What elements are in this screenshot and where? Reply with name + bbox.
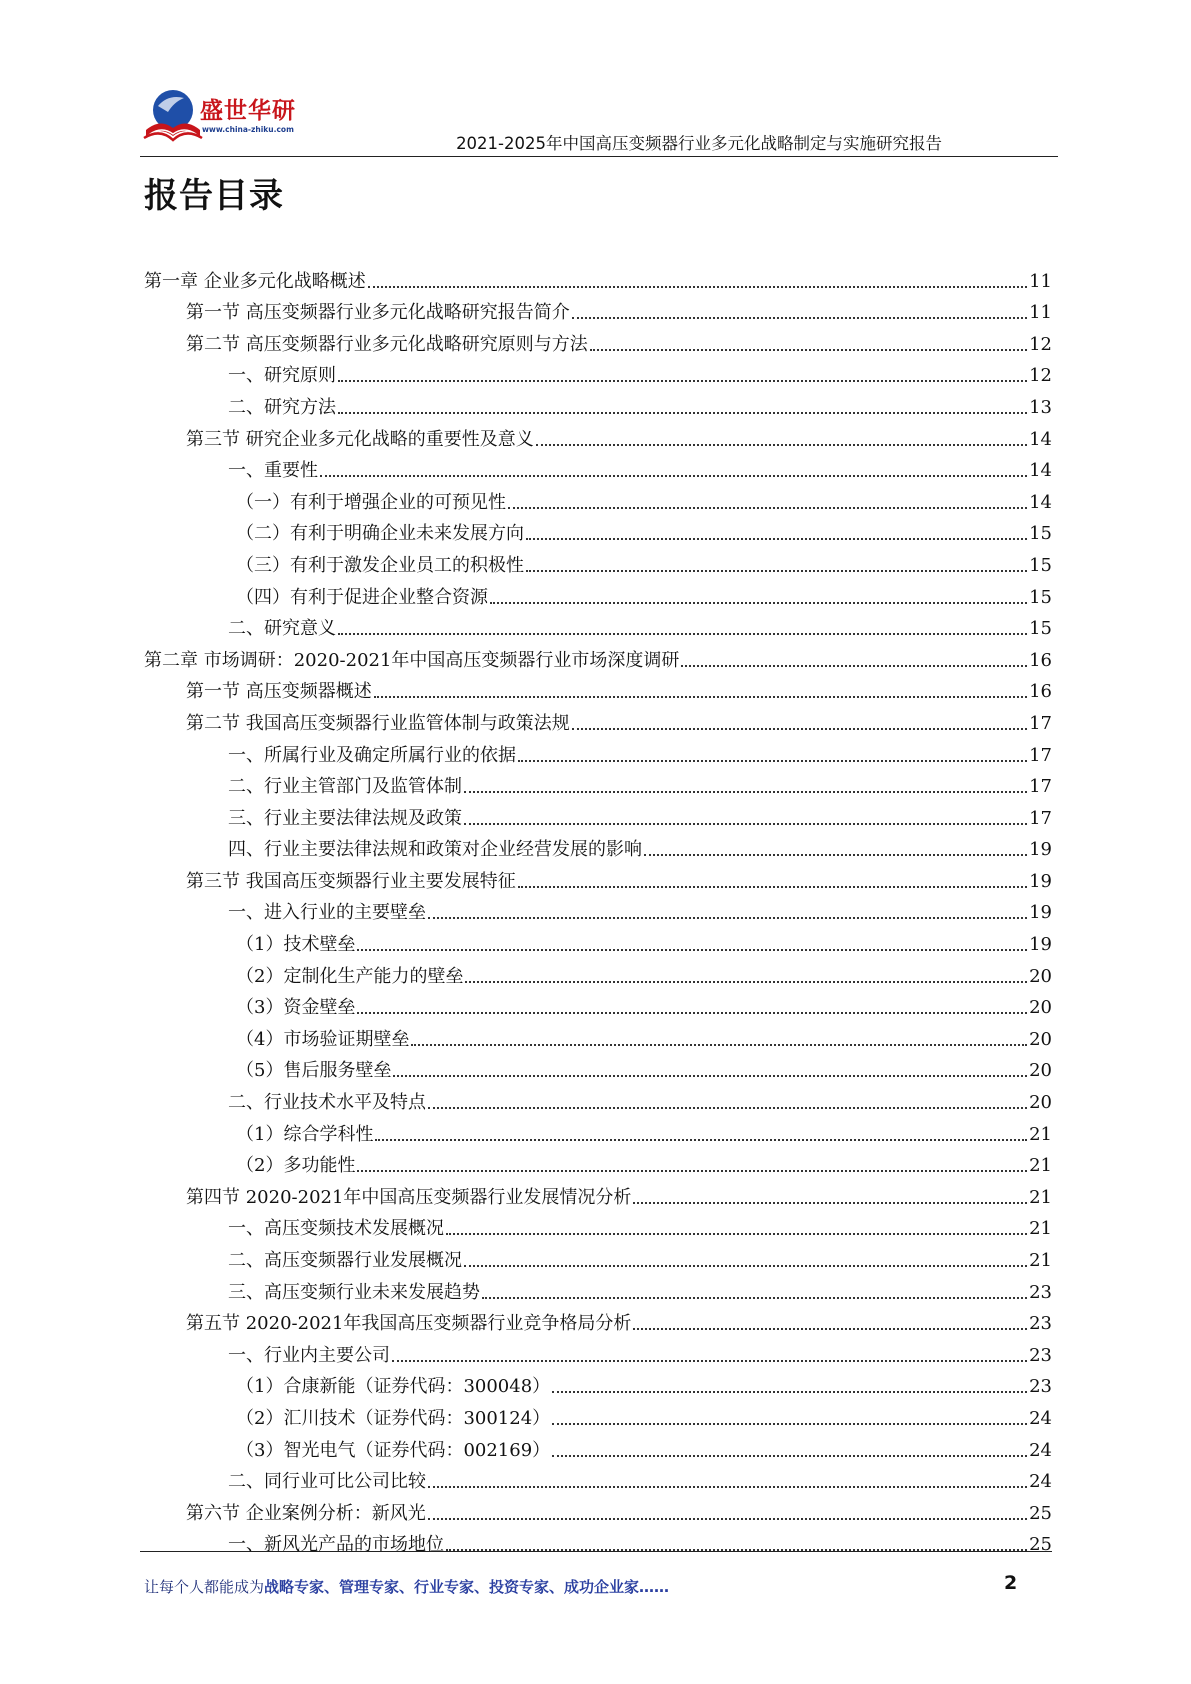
toc-entry-title: 一、高压变频技术发展概况	[228, 1218, 444, 1240]
toc-entry-page: 15	[1029, 523, 1052, 545]
toc-entry-page: 14	[1029, 428, 1052, 450]
toc-entry-page: 16	[1029, 681, 1052, 703]
toc-entry[interactable]	[144, 735, 1052, 767]
toc-entry[interactable]	[144, 1146, 1052, 1178]
footer-slogan-roles: 战略专家、管理专家、行业专家、投资专家、成功企业家……	[264, 1578, 670, 1596]
logo-url: www.china-zhiku.com	[202, 125, 294, 134]
toc-entry-page: 23	[1029, 1344, 1052, 1366]
toc-entry-title: 第三节 研究企业多元化战略的重要性及意义	[186, 428, 534, 450]
toc-entry[interactable]	[144, 419, 1052, 451]
toc-dot-leader	[508, 507, 1027, 509]
toc-entry-page: 20	[1029, 1028, 1052, 1050]
toc-dot-leader	[446, 1233, 1027, 1235]
toc-entry[interactable]	[144, 893, 1052, 925]
toc-entry-title: （3）资金壁垒	[236, 997, 356, 1019]
page-header	[140, 78, 1058, 156]
toc-entry[interactable]	[144, 956, 1052, 988]
toc-entry-page: 23	[1029, 1376, 1052, 1398]
toc-entry[interactable]	[144, 293, 1052, 325]
toc-entry-title: 第二节 我国高压变频器行业监管体制与政策法规	[186, 712, 570, 734]
toc-entry-title: （1）合康新能（证券代码：300048）	[236, 1376, 551, 1398]
toc-entry[interactable]	[144, 1430, 1052, 1462]
toc-dot-leader	[490, 602, 1027, 604]
toc-dot-leader	[633, 1328, 1027, 1330]
toc-entry-page: 24	[1029, 1407, 1052, 1429]
toc-entry[interactable]	[144, 1209, 1052, 1241]
page-number: 2	[1004, 1572, 1018, 1594]
report-title: 2021-2025年中国高压变频器行业多元化战略制定与实施研究报告	[456, 134, 942, 153]
toc-entry-page: 21	[1029, 1186, 1052, 1208]
footer-divider	[140, 1551, 1052, 1552]
toc-entry-title: （2）汇川技术（证券代码：300124）	[236, 1407, 551, 1429]
toc-entry[interactable]	[144, 577, 1052, 609]
toc-entry[interactable]	[144, 1272, 1052, 1304]
toc-entry-page: 12	[1029, 365, 1052, 387]
toc-entry-title: 三、高压变频行业未来发展趋势	[228, 1281, 480, 1303]
toc-dot-leader	[338, 633, 1027, 635]
toc-dot-leader	[464, 823, 1027, 825]
toc-dot-leader	[633, 1202, 1027, 1204]
toc-entry-title: 一、研究原则	[228, 365, 336, 387]
toc-entry-page: 20	[1029, 997, 1052, 1019]
toc-entry[interactable]	[144, 1019, 1052, 1051]
toc-dot-leader	[338, 380, 1027, 382]
toc-entry-title: 一、所属行业及确定所属行业的依据	[228, 744, 516, 766]
toc-entry[interactable]	[144, 1240, 1052, 1272]
toc-entry-page: 15	[1029, 618, 1052, 640]
logo-name: 盛世华研	[200, 98, 296, 124]
toc-entry-title: 第二章 市场调研：2020-2021年中国高压变频器行业市场深度调研	[144, 649, 680, 671]
toc-entry-title: 第二节 高压变频器行业多元化战略研究原则与方法	[186, 333, 588, 355]
toc-entry-page: 24	[1029, 1439, 1052, 1461]
toc-entry-title: 第一节 高压变频器概述	[186, 681, 372, 703]
toc-entry-page: 19	[1029, 934, 1052, 956]
toc-entry[interactable]	[144, 1462, 1052, 1494]
toc-entry-title: 三、行业主要法律法规及政策	[228, 807, 462, 829]
toc-entry[interactable]	[144, 861, 1052, 893]
toc-entry[interactable]	[144, 703, 1052, 735]
toc-entry-page: 19	[1029, 870, 1052, 892]
toc-entry-page: 11	[1029, 302, 1052, 324]
toc-entry-title: 二、研究方法	[228, 396, 336, 418]
toc-entry-title: （一）有利于增强企业的可预见性	[236, 491, 506, 513]
toc-entry-title: （2）多功能性	[236, 1155, 356, 1177]
toc-entry-title: 二、行业主管部门及监管体制	[228, 776, 462, 798]
toc-entry[interactable]	[144, 767, 1052, 799]
toc-entry-title: 一、新风光产品的市场地位	[228, 1534, 444, 1556]
book-globe-logo-icon	[140, 84, 206, 150]
toc-entry-title: 二、研究意义	[228, 618, 336, 640]
toc-entry-title: （三）有利于激发企业员工的积极性	[236, 554, 524, 576]
toc-dot-leader	[428, 1518, 1027, 1520]
toc-entry[interactable]	[144, 609, 1052, 641]
toc-entry-page: 15	[1029, 586, 1052, 608]
toc-entry[interactable]	[144, 1114, 1052, 1146]
toc-dot-leader	[465, 981, 1027, 983]
toc-entry-title: 第一节 高压变频器行业多元化战略研究报告简介	[186, 302, 570, 324]
toc-entry-title: 二、同行业可比公司比较	[228, 1471, 426, 1493]
toc-dot-leader	[428, 917, 1027, 919]
toc-dot-leader	[357, 1170, 1027, 1172]
toc-entry[interactable]	[144, 545, 1052, 577]
toc-entry-page: 24	[1029, 1471, 1052, 1493]
toc-entry-title: （四）有利于促进企业整合资源	[236, 586, 488, 608]
toc-dot-leader	[526, 538, 1027, 540]
toc-entry[interactable]	[144, 1051, 1052, 1083]
toc-entry-title: （1）综合学科性	[236, 1123, 374, 1145]
toc-entry-page: 25	[1029, 1502, 1052, 1524]
toc-dot-leader	[681, 665, 1027, 667]
toc-dot-leader	[464, 791, 1027, 793]
toc-dot-leader	[428, 1486, 1027, 1488]
toc-entry-page: 17	[1029, 744, 1052, 766]
toc-entry[interactable]	[144, 830, 1052, 862]
toc-dot-leader	[428, 1107, 1027, 1109]
toc-entry[interactable]	[144, 672, 1052, 704]
toc-entry[interactable]	[144, 924, 1052, 956]
toc-entry[interactable]	[144, 988, 1052, 1020]
page-title: 报告目录	[144, 176, 284, 216]
toc-entry[interactable]	[144, 514, 1052, 546]
toc-entry-page: 11	[1029, 270, 1052, 292]
toc-dot-leader	[357, 949, 1027, 951]
toc-entry[interactable]	[144, 798, 1052, 830]
toc-dot-leader	[590, 349, 1027, 351]
toc-entry-page: 21	[1029, 1218, 1052, 1240]
toc-entry[interactable]	[144, 387, 1052, 419]
toc-entry-title: 一、行业内主要公司	[228, 1344, 390, 1366]
toc-entry-page: 13	[1029, 396, 1052, 418]
toc-entry-page: 17	[1029, 712, 1052, 734]
toc-dot-leader	[552, 1455, 1027, 1457]
toc-dot-leader	[552, 1391, 1027, 1393]
toc-entry[interactable]	[144, 451, 1052, 483]
toc-entry-page: 23	[1029, 1281, 1052, 1303]
company-logo	[140, 84, 310, 150]
toc-entry-title: 一、进入行业的主要壁垒	[228, 902, 426, 924]
toc-entry-title: 第三节 我国高压变频器行业主要发展特征	[186, 870, 516, 892]
toc-dot-leader	[411, 1044, 1027, 1046]
footer-slogan	[144, 1576, 669, 1597]
toc-entry[interactable]	[144, 1367, 1052, 1399]
toc-dot-leader	[572, 728, 1027, 730]
toc-entry[interactable]	[144, 482, 1052, 514]
header-divider	[140, 156, 1058, 157]
toc-dot-leader	[572, 317, 1027, 319]
toc-entry-title: （1）技术壁垒	[236, 934, 356, 956]
toc-entry-page: 15	[1029, 554, 1052, 576]
toc-entry-page: 21	[1029, 1250, 1052, 1271]
toc-entry-title: 一、重要性	[228, 460, 318, 482]
toc-dot-leader	[320, 475, 1027, 477]
toc-dot-leader	[374, 696, 1027, 698]
toc-entry-title: 第六节 企业案例分析：新风光	[186, 1502, 426, 1524]
footer-slogan-lead: 让每个人都能成为	[144, 1578, 265, 1596]
toc-entry[interactable]	[144, 324, 1052, 356]
toc-entry-title: （4）市场验证期壁垒	[236, 1028, 410, 1050]
toc-entry-page: 21	[1029, 1123, 1052, 1145]
toc-dot-leader	[357, 1012, 1027, 1014]
toc-entry[interactable]	[144, 640, 1052, 672]
toc-entry-page: 20	[1029, 965, 1052, 987]
toc-dot-leader	[375, 1139, 1027, 1141]
toc-entry-page: 12	[1029, 333, 1052, 355]
toc-entry[interactable]	[144, 1398, 1052, 1430]
toc-entry-page: 19	[1029, 839, 1052, 861]
toc-entry-page: 25	[1029, 1534, 1052, 1556]
toc-entry[interactable]	[144, 261, 1052, 293]
toc-dot-leader	[536, 444, 1027, 446]
toc-entry-title: 第四节 2020-2021年中国高压变频器行业发展情况分析	[186, 1186, 632, 1208]
toc-entry[interactable]	[144, 1304, 1052, 1336]
toc-entry-title: （二）有利于明确企业未来发展方向	[236, 523, 524, 545]
toc-entry-title: 第一章 企业多元化战略概述	[144, 270, 366, 292]
toc-entry-title: （2）定制化生产能力的壁垒	[236, 965, 464, 987]
toc-entry-page: 20	[1029, 1092, 1052, 1114]
toc-entry-page: 14	[1029, 460, 1052, 482]
toc-dot-leader	[518, 886, 1027, 888]
table-of-contents	[144, 261, 1052, 1556]
toc-entry-title: （3）智光电气（证券代码：002169）	[236, 1439, 551, 1461]
toc-entry-page: 16	[1029, 649, 1052, 671]
toc-dot-leader	[368, 286, 1027, 288]
toc-dot-leader	[392, 1360, 1027, 1362]
toc-entry[interactable]	[144, 1177, 1052, 1209]
toc-entry[interactable]	[144, 1493, 1052, 1525]
toc-entry-page: 17	[1029, 776, 1052, 798]
toc-entry-title: 第五节 2020-2021年我国高压变频器行业竞争格局分析	[186, 1313, 632, 1335]
toc-entry-page: 21	[1029, 1155, 1052, 1177]
toc-entry-title: 二、高压变频器行业发展概况	[228, 1250, 462, 1271]
toc-dot-leader	[338, 412, 1027, 414]
toc-entry-page: 17	[1029, 807, 1052, 829]
toc-dot-leader	[482, 1297, 1027, 1299]
toc-dot-leader	[464, 1265, 1027, 1267]
toc-dot-leader	[552, 1423, 1027, 1425]
toc-entry-page: 23	[1029, 1313, 1052, 1335]
toc-dot-leader	[518, 760, 1027, 762]
toc-entry[interactable]	[144, 1082, 1052, 1114]
toc-dot-leader	[644, 854, 1027, 856]
toc-dot-leader	[526, 570, 1027, 572]
toc-entry-title: （5）售后服务壁垒	[236, 1060, 392, 1082]
toc-entry-page: 14	[1029, 491, 1052, 513]
toc-entry[interactable]	[144, 356, 1052, 388]
toc-entry[interactable]	[144, 1335, 1052, 1367]
toc-entry-title: 四、行业主要法律法规和政策对企业经营发展的影响	[228, 839, 642, 861]
toc-entry-title: 二、行业技术水平及特点	[228, 1092, 426, 1114]
toc-entry-page: 20	[1029, 1060, 1052, 1082]
toc-entry-page: 19	[1029, 902, 1052, 924]
toc-dot-leader	[393, 1075, 1027, 1077]
